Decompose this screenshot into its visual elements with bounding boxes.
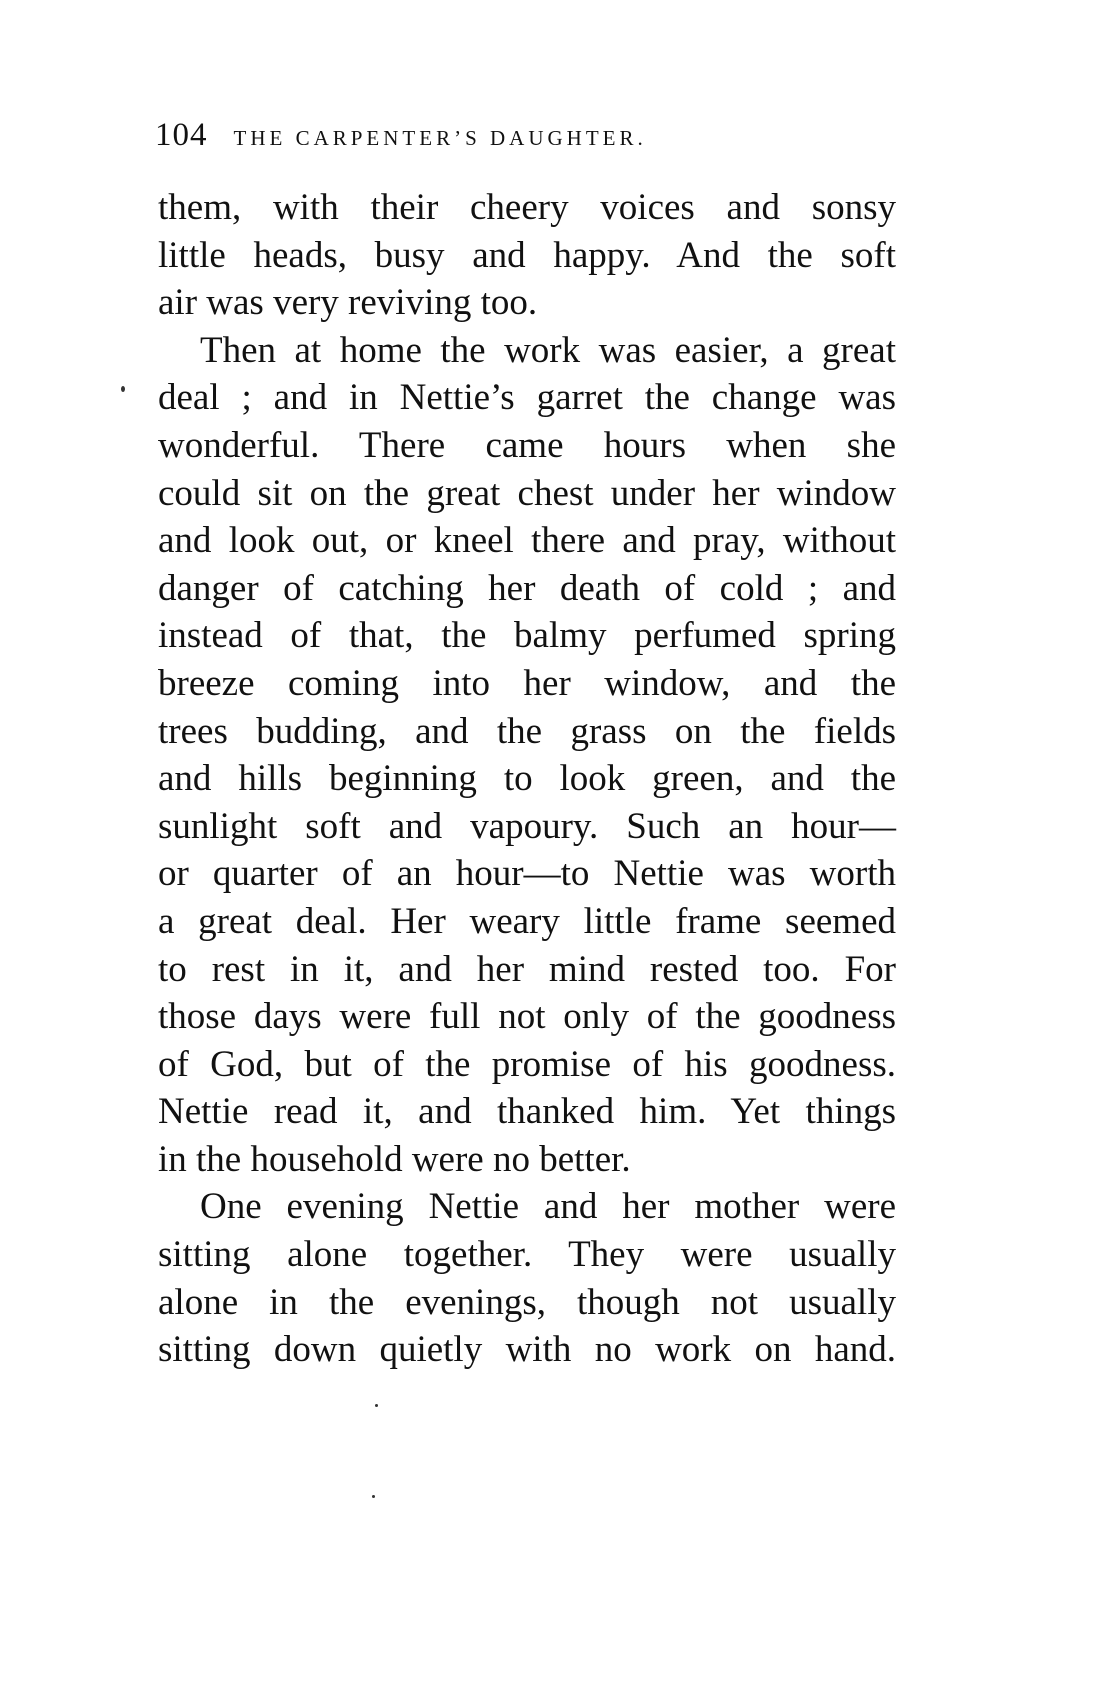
text-line: or quarter of an hour—to Nettie was worth bbox=[158, 853, 896, 895]
margin-mark bbox=[121, 386, 125, 392]
text-line: to rest in it, and her mind rested too. For bbox=[158, 948, 896, 990]
running-title: THE CARPENTER’S DAUGHTER. bbox=[233, 126, 647, 150]
text-line: could sit on the great chest under her window bbox=[158, 472, 896, 514]
text-line: sitting alone together. They were usually bbox=[158, 1234, 896, 1276]
text-line: Nettie read it, and thanked him. Yet things bbox=[158, 1091, 896, 1133]
text-line: One evening Nettie and her mother were bbox=[200, 1186, 896, 1228]
paragraph bbox=[158, 327, 896, 1184]
text-line: a great deal. Her weary little frame seemed bbox=[158, 900, 896, 942]
text-line: sunlight soft and vapoury. Such an hour— bbox=[158, 805, 896, 847]
text-line: air was very reviving too. bbox=[158, 282, 538, 324]
print-speck bbox=[372, 1495, 375, 1498]
text-line: danger of catching her death of cold ; and bbox=[158, 567, 896, 609]
text-line: little heads, busy and happy. And the soft bbox=[158, 234, 896, 276]
text-line: and hills beginning to look green, and the bbox=[158, 758, 896, 800]
text-line: alone in the evenings, though not usually bbox=[158, 1281, 896, 1323]
paragraph bbox=[158, 184, 896, 327]
text-line: and look out, or kneel there and pray, without bbox=[158, 520, 896, 562]
body-text bbox=[158, 184, 896, 1374]
text-line: trees budding, and the grass on the fields bbox=[158, 710, 896, 752]
text-line: deal ; and in Nettie’s garret the change was bbox=[158, 377, 896, 419]
print-speck bbox=[375, 1404, 378, 1407]
text-line: those days were full not only of the goodness bbox=[158, 996, 896, 1038]
text-line: in the household were no better. bbox=[158, 1138, 631, 1180]
text-line: sitting down quietly with no work on hand. bbox=[158, 1329, 896, 1371]
text-line: them, with their cheery voices and sonsy bbox=[158, 187, 896, 228]
text-line: instead of that, the balmy perfumed spring bbox=[158, 615, 896, 657]
text-line: of God, but of the promise of his goodness. bbox=[158, 1043, 896, 1085]
text-line: wonderful. There came hours when she bbox=[158, 424, 896, 466]
running-head bbox=[155, 117, 915, 161]
text-line: Then at home the work was easier, a great bbox=[200, 329, 896, 371]
paragraph bbox=[158, 1183, 896, 1373]
page-number: 104 bbox=[155, 117, 208, 153]
text-line: breeze coming into her window, and the bbox=[158, 662, 896, 704]
